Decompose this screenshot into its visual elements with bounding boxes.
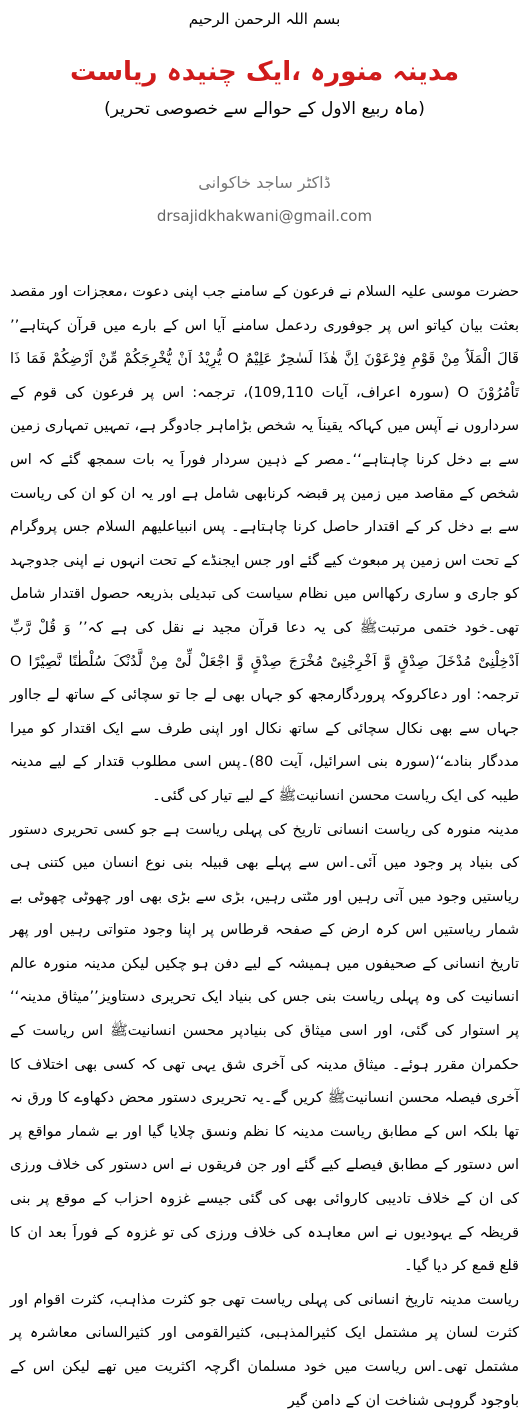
author-email: drsajidkhakwani@gmail.com [156, 207, 373, 225]
article-body [10, 276, 519, 1418]
author-name: ڈاکٹر ساجد خاکوانی [198, 173, 331, 192]
article-subtitle: (ماہ ربیع الاول کے حوالے سے خصوصی تحریر) [104, 99, 425, 119]
paragraph-2: مدینہ منورہ کی ریاست انسانی تاریخ کی پہلی ریاست ہے جو کسی تحریری دستور کی بنیاد پر وجود میں آئی۔اس سے پہلے بھی قبیلہ بنی نوع انسان میں کتنی ہی ریاستیں وجود میں آتی رہیں اور مٹتی رہیں، بڑی سے بڑی بھی اور چھوٹی چھوٹی بے شمار ریاستیں اس کرہ ارض کے صفحہ قرطاس پر اپنا وجود متواتی رہیں اور پھر تاریخ انسانی کے صحیفوں میں ہمیشہ کے لیے دفن ہو چکیں لیکن مدینہ منورہ عالم انسانیت کی وہ پہلی ریاست بنی جس کی بنیاد ایک تحریری دستاویز’’میثاق مدینہ‘‘ پر استوار کی گئی، اور اسی میثاق کی بنیادپر محسن انسانیتﷺ اس ریاست کے حکمران مقرر ہوئے۔ میثاق مدینہ کی آخری شق یہی تھی کہ کسی بھی اختلاف کا آخری فیصلہ محسن انسانیتﷺ کریں گے۔یہ تحریری دستور محض دکھاوے کا ورق نہ تھا بلکہ اس کے مطابق ریاست مدینہ کا نظم ونسق چلایا گیا اور بے شمار مواقع پر اس دستور کے مطابق فیصلے کیے گئے اور جن فریقوں نے اس دستور کی خلاف ورزی کی ان کے خلاف تادیبی کاروائی بھی کی گئی جیسے غزوہ احزاب کے موقع پر بنی قریظہ کے یہودیوں نے اس معاہدہ کی خلاف ورزی کی تو غزوہ کے فوراََ بعد ان کا قلع قمع کر دیا گیا۔ [10, 821, 519, 1275]
paragraph-3: ریاست مدینہ تاریخ انسانی کی پہلی ریاست تھی جو کثرت مذاہب، کثرت اقوام اور کثرت لسان پر مشتمل ایک کثیرالمذہبی، کثیرالقومی اور کثیرالسانی معاشرہ پر مشتمل تھی۔اس ریاست میں خود مسلمان اگرچہ اکثریت میں تھے لیکن اس کے باوجود گروہی شناخت ان کے دامن گیر [10, 1291, 519, 1409]
bismillah: بسم اللہ الرحمن الرحیم [188, 10, 341, 28]
article-title: مدینہ منورہ ،ایک چنیدہ ریاست [69, 57, 460, 87]
paragraph-1: حضرت موسی علیہ السلام نے فرعون کے سامنے جب اپنی دعوت ،معجزات اور مقصد بعثت بیان کیاتو اس پر جوفوری ردعمل سامنے آیا اس کے بارے میں قرآن کہتاہے’’ قَالَ الْمَلَاُ مِنْ قَوْمِ فِرْعَوْنَ اِنَّ ھٰذَا لَسٰحِرٌ عَلِیْمٌ O یُّرِیْدُ اَنْ یُّخْرِجَکُمْ مِّنْ اَرْضِکُمْ فَمَا ذَا تَاْمُرُوْنَ O (سورہ اعراف، آیات 109,110)، ترجمہ: اس پر فرعون کی قوم کے سرداروں نے آپس میں کہاکہ یقیناََ یہ شخص بڑاماہر جادوگر ہے، تمہیں تمہاری زمین سے بے دخل کرنا چاہتاہے‘‘۔مصر کے ذہین سردار فوراََ یہ بات سمجھ گئے کہ اس شخص کے مقاصد میں زمین پر قبضہ کرنابھی شامل ہے اور یہ ان کو ان کی ریاست سے بے دخل کر کے اقتدار حاصل کرنا چاہتاہے۔ پس انبیاعلیھم السلام جس پروگرام کے تحت اس زمین پر مبعوث کیے گئے اور جس ایجنڈے کے تحت انہوں نے اپنی جدوجہد کو جاری و ساری رکھااس میں نظام سیاست کی تبدیلی بذریعہ حصول اقتدار شامل تھی۔خود ختمی مرتبتﷺ کی یہ دعا قرآن مجید نے نقل کی ہے کہ’’ وَ قُلْ رَّبِّ اَدْخِلْنِیْ مُدْخَلَ صِدْقٍ وَّ اَخْرِجْنِیْ مُخْرَجَ صِدْقٍ وَّ اجْعَلْ لِّیْ مِنْ لَّدُنْکَ سُلْطٰنًا نَّصِیْرًا O ترجمہ: اور دعاکروکہ پروردگارمجھ کو جہاں بھی لے جا تو سچائی کے ساتھ لے جااور جہاں سے بھی نکال سچائی کے ساتھ نکال اور اپنی طرف سے ایک اقتدار کو میرا مددگار بنادے‘‘(سورہ بنی اسرائیل، آیت 80)۔پس اسی مطلوب قتدار کے لیے مدینہ طیبہ کی ایک ریاست محسن انسانیتﷺ کے لیے تیار کی گئی۔ [10, 284, 519, 804]
